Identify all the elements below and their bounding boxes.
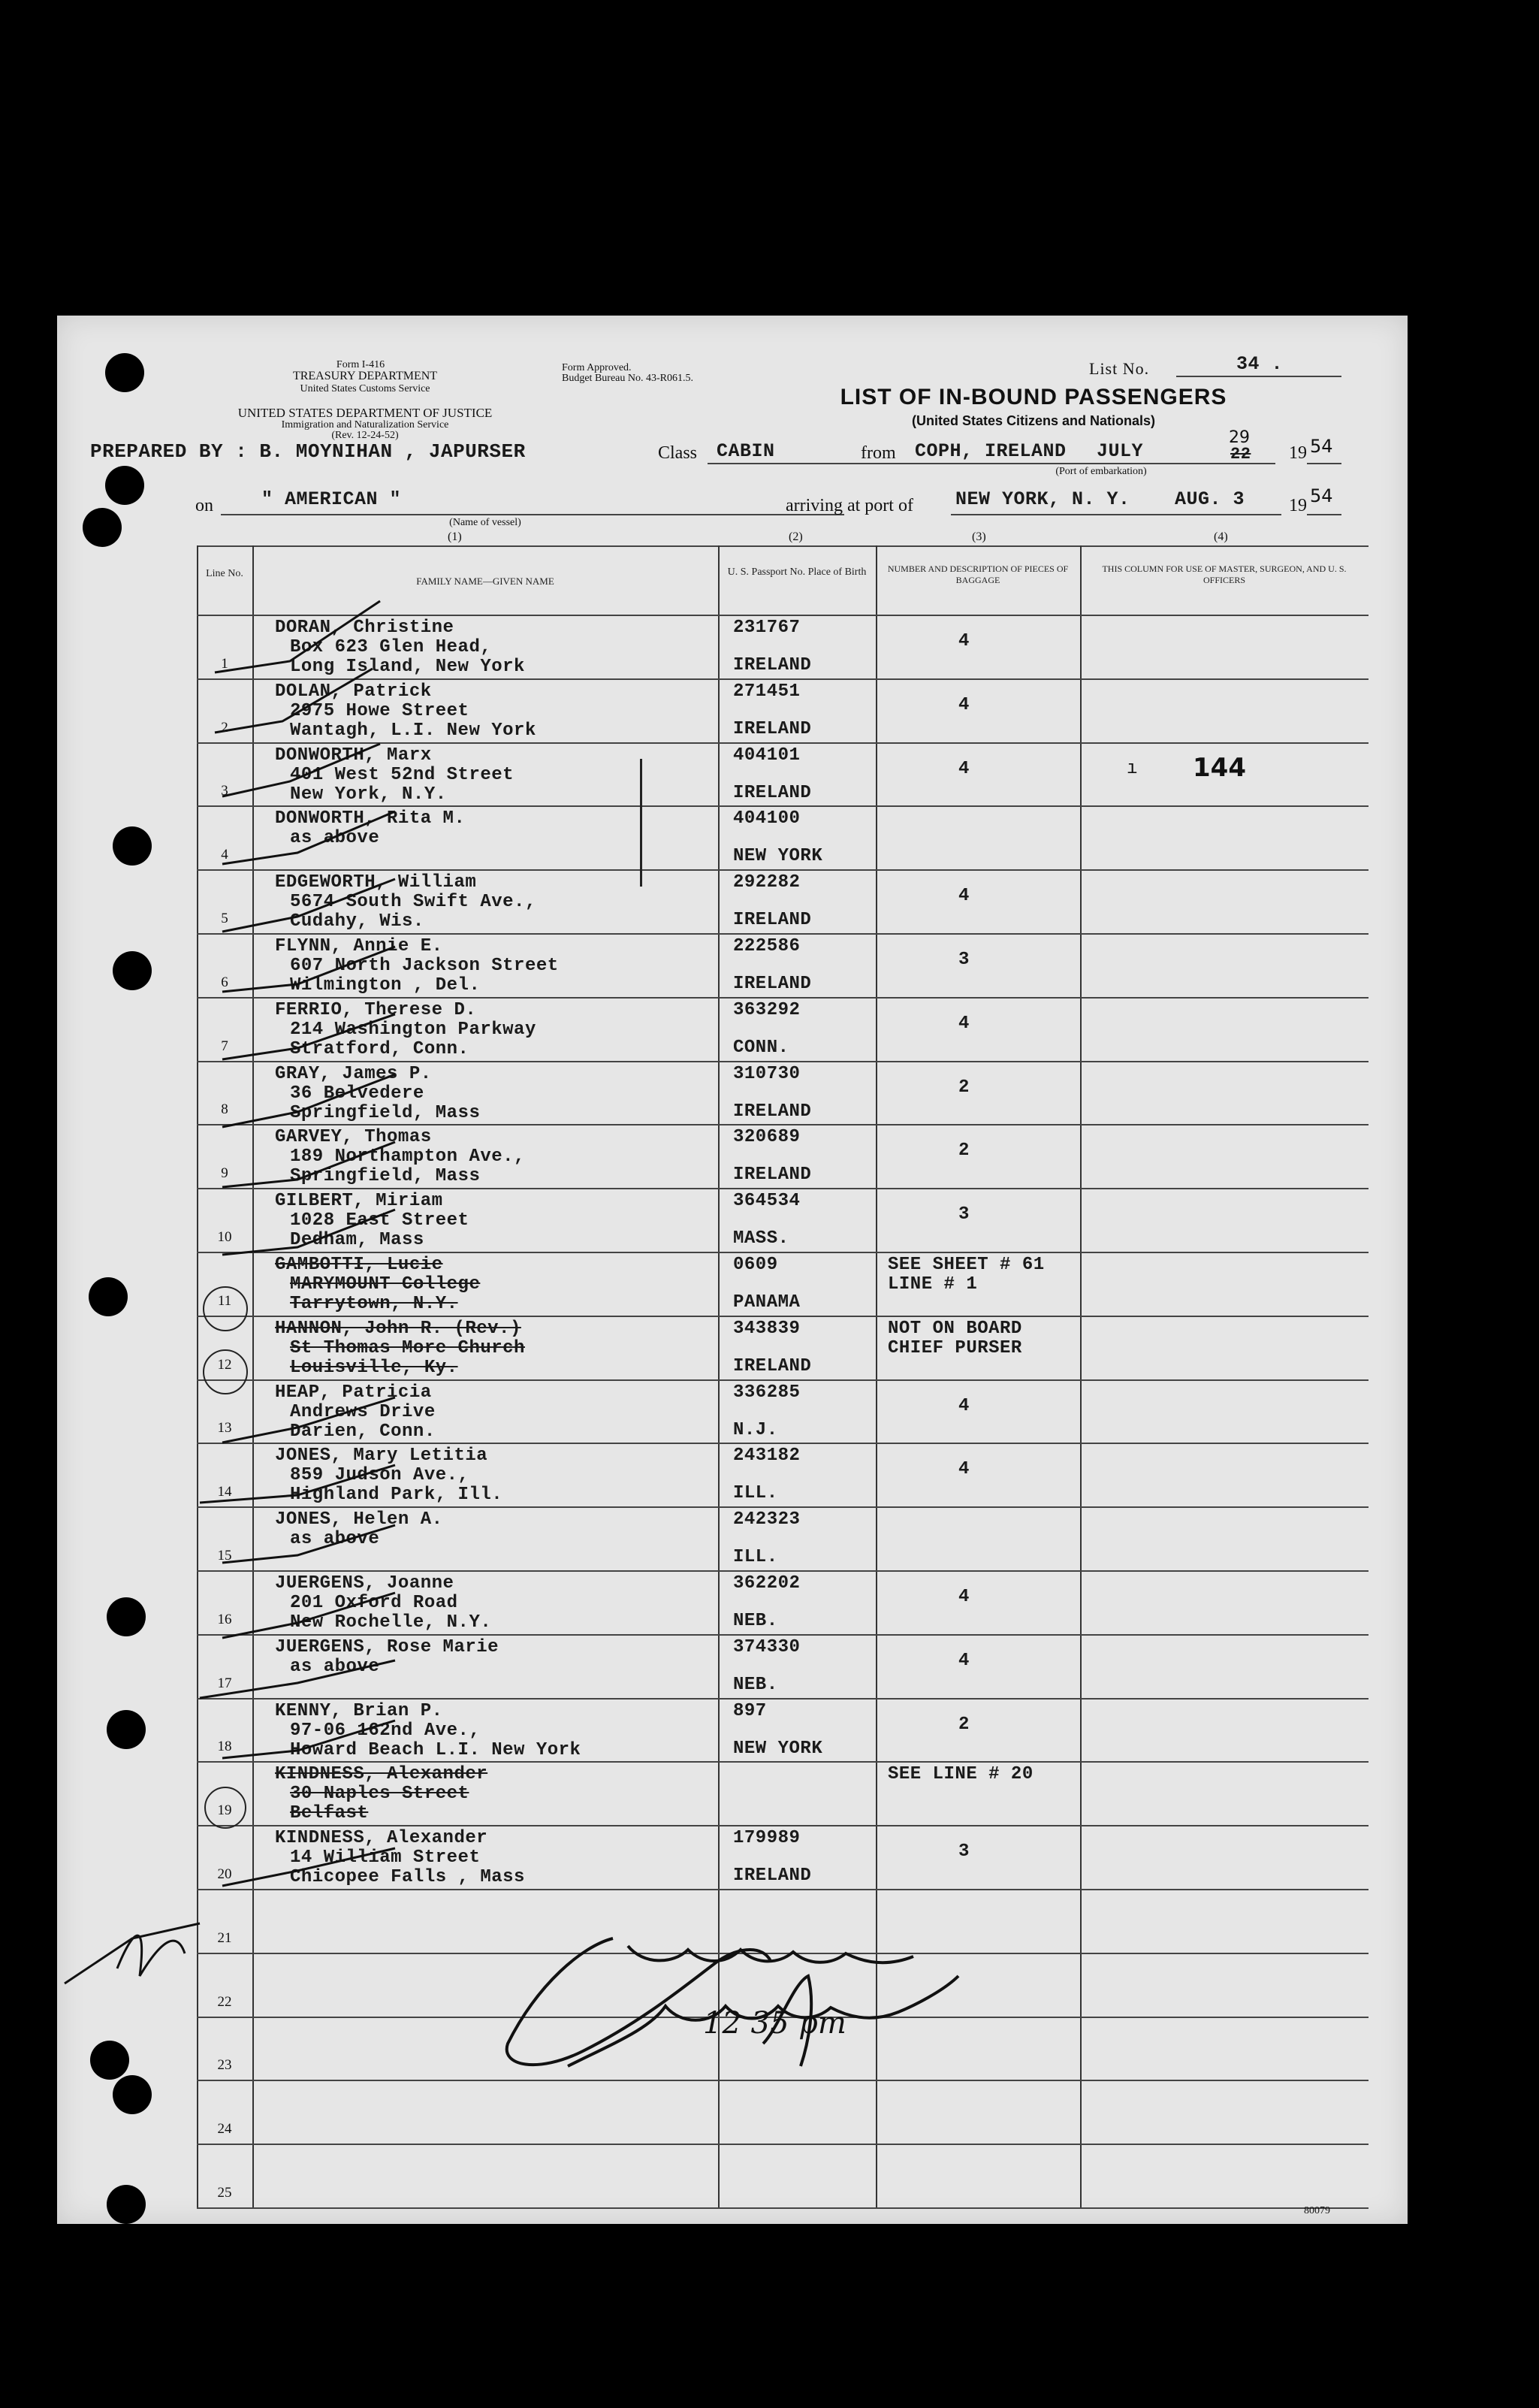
class-label: Class (658, 443, 698, 463)
circled-line-11 (203, 1286, 248, 1331)
address-line-1: 214 Washington Parkway (290, 1019, 536, 1040)
address-line-1: as above (290, 1529, 380, 1550)
col-number-3: (3) (972, 530, 986, 543)
baggage-pieces: SEE LINE # 20 (888, 1764, 1034, 1785)
address-line-2: Highland Park, Ill. (290, 1485, 503, 1506)
passport-number: 292282 (733, 872, 801, 893)
officer-note: 144 (1193, 753, 1246, 783)
line-number: 6 (221, 974, 228, 990)
passport-number: 363292 (733, 999, 801, 1020)
line-number: 13 (217, 1420, 232, 1437)
address-line-1: as above (290, 828, 380, 849)
passport-number: 242323 (733, 1509, 801, 1530)
passenger-name: FERRIO, Therese D. (275, 999, 477, 1020)
address-line-1: 14 William Street (290, 1848, 481, 1869)
passport-number: 343839 (733, 1318, 801, 1339)
place-of-birth: IRELAND (733, 718, 812, 739)
line-number: 14 (217, 1484, 232, 1500)
baggage-pieces: 4 (958, 1459, 970, 1480)
passenger-name: KINDNESS, Alexander (275, 1828, 488, 1849)
passport-number: 243182 (733, 1446, 801, 1467)
line-number: 15 (217, 1547, 232, 1564)
address-line-2: Belfast (290, 1803, 369, 1824)
address-line-2: Darien, Conn. (290, 1421, 436, 1442)
passenger-name: GRAY, James P. (275, 1063, 432, 1084)
line-number: 10 (217, 1228, 232, 1245)
line-number: 24 (217, 2121, 232, 2138)
baggage-pieces: 2 (958, 1714, 970, 1735)
place-of-birth: PANAMA (733, 1292, 801, 1313)
form-title: LIST OF IN-BOUND PASSENGERS (840, 385, 1227, 409)
line-number: 11 (217, 1292, 232, 1309)
address-line-2: Howard Beach L.I. New York (290, 1739, 581, 1760)
address-line-2: Cudahy, Wis. (290, 911, 424, 932)
place-of-birth: IRELAND (733, 1355, 812, 1376)
passenger-name: KENNY, Brian P. (275, 1700, 443, 1721)
passenger-name: DORAN, Christine (275, 618, 454, 638)
line-number: 20 (217, 1866, 232, 1882)
header-family-name: FAMILY NAME—GIVEN NAME (416, 576, 554, 587)
place-of-birth: IRELAND (733, 655, 812, 675)
punch-hole (107, 1597, 146, 1636)
passport-number: 222586 (733, 936, 801, 956)
place-of-birth: CONN. (733, 1037, 789, 1058)
justice-dept: UNITED STATES DEPARTMENT OF JUSTICE (237, 406, 493, 420)
address-line-1: Box 623 Glen Head, (290, 637, 492, 657)
address-line-1: 1028 East Street (290, 1210, 469, 1231)
baggage-pieces: 4 (958, 1395, 970, 1416)
family-bracket (640, 759, 642, 887)
customs-service: United States Customs Service (300, 383, 430, 394)
passenger-name: KINDNESS, Alexander (275, 1764, 488, 1785)
passenger-name: FLYNN, Annie E. (275, 936, 443, 956)
address-line-2: Wilmington , Del. (290, 975, 481, 996)
address-line-1: as above (290, 1656, 380, 1677)
baggage-pieces: 4 (958, 758, 970, 779)
place-of-birth: IRELAND (733, 1165, 812, 1186)
punch-hole (107, 1710, 146, 1749)
punch-hole (113, 2075, 152, 2114)
place-of-birth: IRELAND (733, 974, 812, 994)
passport-number: 404100 (733, 808, 801, 829)
passport-number: 364534 (733, 1191, 801, 1212)
from-month: JULY (1097, 440, 1144, 462)
place-of-birth: IRELAND (733, 1101, 812, 1122)
vessel-name: " AMERICAN " (261, 488, 402, 510)
address-line-1: 97-06 162nd Ave., (290, 1720, 481, 1741)
passport-number: 271451 (733, 681, 801, 702)
address-line-2: New Rochelle, N.Y. (290, 1612, 492, 1633)
place-of-birth: NEW YORK (733, 846, 823, 867)
address-line-2: New York, N.Y. (290, 784, 447, 805)
header-passport: U. S. Passport No. Place of Birth (727, 566, 867, 578)
address-line-1: 36 Belvedere (290, 1083, 424, 1104)
checkmarks (57, 316, 508, 2224)
baggage-pieces: 4 (958, 1013, 970, 1034)
line-number: 18 (217, 1739, 232, 1755)
address-line-1: 401 West 52nd Street (290, 764, 515, 785)
line-number: 4 (221, 847, 228, 863)
punch-hole (90, 2041, 129, 2080)
line-number: 3 (221, 783, 228, 799)
address-line-1: 859 Judson Ave., (290, 1465, 469, 1486)
line-number: 8 (221, 1101, 228, 1118)
baggage-note: LINE # 1 (888, 1274, 978, 1295)
baggage-pieces: NOT ON BOARD (888, 1318, 1022, 1339)
place-of-birth: MASS. (733, 1228, 789, 1249)
baggage-pieces: 4 (958, 1587, 970, 1607)
circled-line-12 (203, 1349, 248, 1394)
header-line-no: Line No. (206, 568, 243, 579)
arrival-port: NEW YORK, N. Y. (955, 488, 1130, 510)
baggage-pieces: SEE SHEET # 61 (888, 1255, 1045, 1275)
line-number: 16 (217, 1611, 232, 1627)
address-line-1: St Thomas More Church (290, 1337, 525, 1358)
passenger-name: GILBERT, Miriam (275, 1191, 443, 1212)
punch-hole (113, 826, 152, 866)
passenger-name: JUERGENS, Joanne (275, 1573, 454, 1594)
passport-number: 231767 (733, 618, 801, 638)
place-of-birth: NEB. (733, 1611, 778, 1631)
line-number: 21 (217, 1929, 232, 1946)
arrival-year-prefix: 19 (1289, 496, 1307, 515)
address-line-1: 201 Oxford Road (290, 1593, 458, 1613)
on-label: on (195, 496, 213, 515)
arrival-time-note: 12 35 pm (703, 2006, 846, 2041)
passport-number: 897 (733, 1700, 767, 1721)
passport-number: 362202 (733, 1573, 801, 1594)
punch-hole (89, 1277, 128, 1316)
punch-hole (105, 353, 144, 392)
address-line-2: Springfield, Mass (290, 1166, 481, 1187)
baggage-pieces: 4 (958, 886, 970, 907)
circled-line-19 (204, 1787, 246, 1829)
place-of-birth: IRELAND (733, 1866, 812, 1887)
col-number-1: (1) (448, 530, 462, 543)
passport-number: 374330 (733, 1636, 801, 1657)
passenger-name: DOLAN, Patrick (275, 681, 432, 702)
punch-hole (107, 2185, 146, 2224)
line-number: 17 (217, 1675, 232, 1691)
list-no-value: 34 . (1236, 353, 1284, 375)
place-of-birth: ILL. (733, 1547, 778, 1568)
line-number: 2 (221, 719, 228, 736)
class-value: CABIN (717, 440, 775, 462)
baggage-pieces: 3 (958, 1204, 970, 1225)
line-number: 25 (217, 2184, 232, 2201)
address-line-2: Louisville, Ky. (290, 1357, 458, 1378)
line-number: 22 (217, 1993, 232, 2010)
punch-hole (113, 951, 152, 990)
place-of-birth: IRELAND (733, 910, 812, 931)
passenger-name: HEAP, Patricia (275, 1382, 432, 1403)
place-of-birth: N.J. (733, 1419, 778, 1440)
from-day-handwritten: 29 (1229, 428, 1250, 447)
list-no-label: List No. (1089, 359, 1150, 378)
treasury-dept: TREASURY DEPARTMENT (292, 370, 438, 382)
col-number-2: (2) (789, 530, 803, 543)
address-line-1: MARYMOUNT College (290, 1274, 481, 1295)
passport-number: 310730 (733, 1063, 801, 1084)
arriving-label: arriving at port of (786, 496, 913, 515)
passenger-name: JONES, Mary Letitia (275, 1446, 488, 1467)
from-port: COPH, IRELAND (915, 440, 1067, 462)
port-embark-caption: (Port of embarkation) (1055, 466, 1147, 477)
address-line-1: 5674 South Swift Ave., (290, 892, 536, 913)
punch-hole (83, 508, 122, 547)
from-year-prefix: 19 (1289, 443, 1307, 463)
address-line-2: Wantagh, L.I. New York (290, 720, 536, 741)
passenger-name: GARVEY, Thomas (275, 1127, 432, 1148)
place-of-birth: NEW YORK (733, 1738, 823, 1759)
from-label: from (861, 443, 896, 463)
passenger-name: GAMBOTTI, Lucie (275, 1255, 443, 1275)
footer-code: 80079 (1304, 2205, 1330, 2216)
col-number-4: (4) (1214, 530, 1228, 543)
passport-number: 0609 (733, 1255, 778, 1275)
passenger-name: HANNON, John R. (Rev.) (275, 1318, 521, 1339)
line-number: 5 (221, 910, 228, 926)
ins-service: Immigration and Naturalization Service (281, 419, 449, 431)
line-number: 7 (221, 1038, 228, 1054)
header-officers: THIS COLUMN FOR USE OF MASTER, SURGEON, AND U. S. OFFICERS (1102, 563, 1347, 585)
passenger-name: EDGEWORTH, William (275, 872, 477, 893)
line-number: 1 (221, 655, 228, 672)
header-baggage: NUMBER AND DESCRIPTION OF PIECES OF BAGGAGE (887, 563, 1069, 585)
address-line-2: Tarrytown, N.Y. (290, 1294, 458, 1314)
address-line-1: 189 Northampton Ave., (290, 1147, 525, 1168)
passenger-name: JUERGENS, Rose Marie (275, 1636, 499, 1657)
baggage-note: CHIEF PURSER (888, 1337, 1022, 1358)
baggage-pieces: 3 (958, 1842, 970, 1863)
address-line-2: Springfield, Mass (290, 1102, 481, 1123)
address-line-2: Dedham, Mass (290, 1230, 424, 1251)
arrival-year-suffix: 54 (1310, 485, 1333, 506)
place-of-birth: IRELAND (733, 782, 812, 803)
passenger-name: DONWORTH, Rita M. (275, 808, 466, 829)
place-of-birth: NEB. (733, 1674, 778, 1695)
baggage-pieces: 2 (958, 1141, 970, 1162)
officer-tick: ı (1127, 759, 1138, 779)
from-day-typed: 22 (1230, 445, 1251, 464)
baggage-pieces: 3 (958, 950, 970, 970)
passenger-list-sheet (57, 316, 1408, 2224)
passport-number: 336285 (733, 1382, 801, 1403)
line-number: 23 (217, 2057, 232, 2074)
baggage-pieces: 2 (958, 1077, 970, 1098)
form-approved: Form Approved. (562, 362, 632, 373)
punch-hole (105, 466, 144, 505)
line-number: 9 (221, 1165, 228, 1182)
baggage-pieces: 4 (958, 631, 970, 651)
vessel-caption: (Name of vessel) (449, 517, 521, 528)
line-number: 12 (217, 1356, 232, 1373)
baggage-pieces: 4 (958, 1650, 970, 1671)
place-of-birth: ILL. (733, 1483, 778, 1504)
from-year-suffix: 54 (1310, 436, 1333, 457)
address-line-2: Stratford, Conn. (290, 1038, 469, 1059)
passport-number: 404101 (733, 745, 801, 766)
form-subtitle: (United States Citizens and Nationals) (911, 413, 1156, 428)
baggage-pieces: 4 (958, 694, 970, 715)
line-number: 19 (217, 1802, 232, 1819)
rev-date: (Rev. 12-24-52) (331, 430, 399, 441)
passport-number: 179989 (733, 1828, 801, 1849)
address-line-1: 30 Naples Street (290, 1784, 469, 1805)
passenger-name: JONES, Helen A. (275, 1509, 443, 1530)
arrival-date: AUG. 3 (1175, 488, 1245, 510)
form-number: Form I-416 (336, 359, 385, 370)
prepared-by: PREPARED BY : B. MOYNIHAN , JAPURSER (90, 440, 526, 463)
address-line-2: Long Island, New York (290, 657, 525, 677)
budget-bureau: Budget Bureau No. 43-R061.5. (562, 373, 693, 384)
passenger-name: DONWORTH, Marx (275, 745, 432, 766)
address-line-1: 607 North Jackson Street (290, 956, 559, 976)
address-line-1: 2975 Howe Street (290, 700, 469, 721)
address-line-2: Chicopee Falls , Mass (290, 1867, 525, 1888)
passport-number: 320689 (733, 1127, 801, 1148)
address-line-1: Andrews Drive (290, 1401, 436, 1422)
